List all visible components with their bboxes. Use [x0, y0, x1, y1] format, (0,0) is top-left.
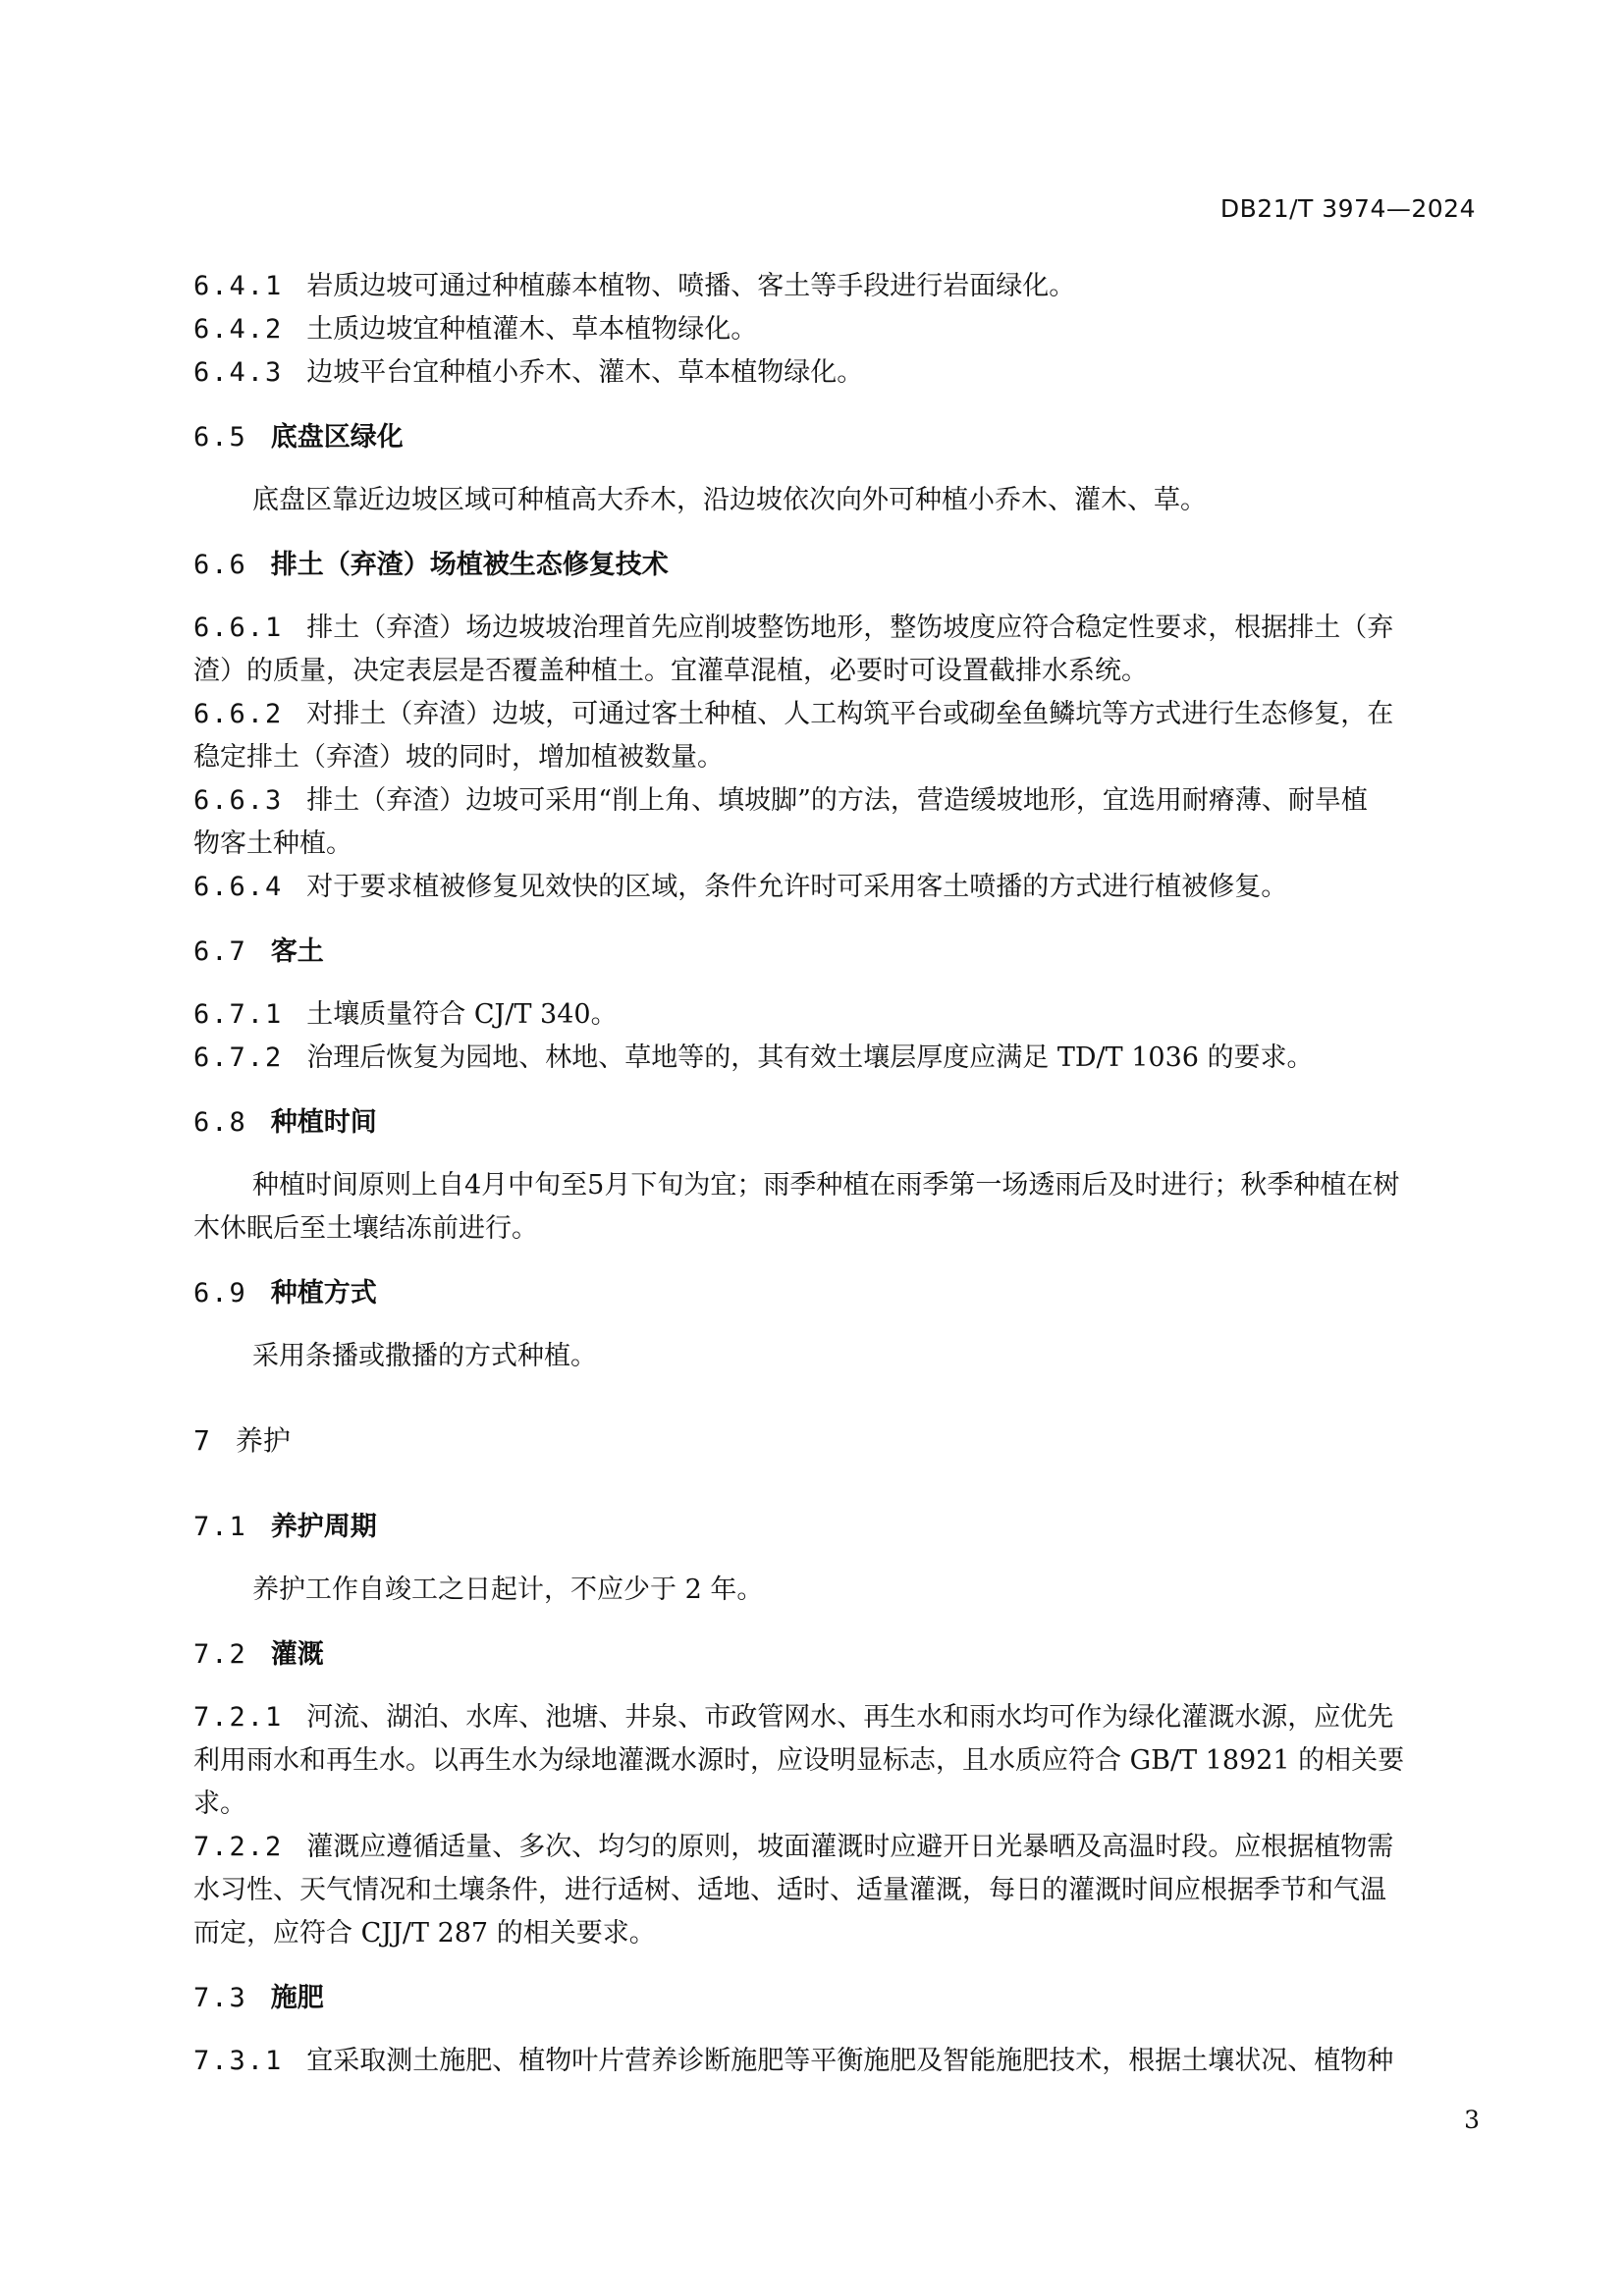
clause-6-7-1: [193, 993, 1480, 1037]
clause-6-4-3: [193, 351, 1480, 395]
paragraph-6-8: 种植时间原则上自4月中旬至5月下旬为宜；雨季种植在雨季第一场透雨后及时进行；秋季种植在树: [252, 1170, 1400, 1201]
clause-6-4-1: [193, 265, 1480, 308]
clause-text: 宜采取测土施肥、植物叶片营养诊断施肥等平衡施肥及智能施肥技术，根据土壤状况、植物种: [306, 2046, 1394, 2076]
section-heading-6-5: [193, 416, 1480, 459]
clause-text: 边坡平台宜种植小乔木、灌木、草本植物绿化。: [306, 357, 864, 388]
section-title: 灌溉: [270, 1639, 324, 1670]
clause-text: 治理后恢复为园地、林地、草地等的，其有效土壤层厚度应满足 TD/T 1036 的要求。: [306, 1042, 1314, 1073]
clause-6-6-1: [193, 607, 1480, 650]
section-title: 种植方式: [270, 1278, 377, 1308]
clause-text: 灌溉应遵循适量、多次、均匀的原则，坡面灌溉时应避开日光暴晒及高温时段。应根据植物需: [306, 1832, 1394, 1862]
clause-number: 6.7.2: [193, 1042, 284, 1073]
section-number: 6.9: [193, 1278, 247, 1308]
clause-number: 6.6.3: [193, 785, 284, 816]
section-number: 7.3: [193, 1983, 247, 2013]
clause-6-6-3-cont: 物客土种植。: [193, 828, 352, 859]
section-heading-6-6: [193, 544, 1480, 587]
page-number: 3: [1464, 2106, 1480, 2134]
clause-text: 土质边坡宜种植灌木、草本植物绿化。: [306, 314, 758, 345]
paragraph-6-5: 底盘区靠近边坡区域可种植高大乔木，沿边坡依次向外可种植小乔木、灌木、草。: [252, 485, 1207, 515]
section-number: 6.5: [193, 422, 247, 453]
section-number: 6.8: [193, 1107, 247, 1138]
clause-6-7-2: [193, 1037, 1480, 1080]
paragraph-7-1: 养护工作自竣工之日起计，不应少于 2 年。: [252, 1575, 764, 1605]
section-title: 底盘区绿化: [270, 422, 404, 453]
clause-number: 7.2.2: [193, 1832, 284, 1862]
clause-number: 7.2.1: [193, 1702, 284, 1733]
paragraph-6-8-cont: 木休眠后至土壤结冻前进行。: [193, 1213, 538, 1244]
section-heading-7-3: [193, 1977, 1480, 2020]
clause-7-2-1: [193, 1696, 1480, 1739]
section-number: 6.7: [193, 936, 247, 967]
clause-7-2-2-cont2: 而定，应符合 CJJ/T 287 的相关要求。: [193, 1918, 656, 1949]
clause-7-2-2-cont: 水习性、天气情况和土壤条件，进行适树、适地、适时、适量灌溉，每日的灌溉时间应根据季节和气温: [193, 1875, 1386, 1905]
section-heading-6-8: [193, 1101, 1480, 1145]
chapter-number: 7: [193, 1424, 212, 1457]
clause-6-6-2-cont: 稳定排土（弃渣）坡的同时，增加植被数量。: [193, 742, 724, 773]
clause-number: 6.6.1: [193, 613, 284, 643]
clause-number: 6.7.1: [193, 999, 284, 1030]
section-title: 养护周期: [270, 1512, 377, 1542]
chapter-title: 养护: [235, 1424, 291, 1457]
section-heading-7-2: [193, 1633, 1480, 1677]
section-title: 排土（弃渣）场植被生态修复技术: [270, 550, 669, 580]
section-number: 6.6: [193, 550, 247, 580]
paragraph-6-9: 采用条播或撒播的方式种植。: [252, 1341, 597, 1371]
clause-number: 7.3.1: [193, 2046, 284, 2076]
section-number: 7.1: [193, 1512, 247, 1542]
clause-text: 土壤质量符合 CJ/T 340。: [306, 999, 618, 1030]
document-code: DB21/T 3974—2024: [1219, 194, 1476, 223]
section-title: 客土: [270, 936, 324, 967]
clause-text: 河流、湖泊、水库、池塘、井泉、市政管网水、再生水和雨水均可作为绿化灌溉水源，应优先: [306, 1702, 1394, 1733]
clause-7-2-1-cont: 利用雨水和再生水。以再生水为绿地灌溉水源时，应设明显标志，且水质应符合 GB/T 18921 的相关要: [193, 1745, 1405, 1776]
section-heading-7-1: [193, 1506, 1480, 1549]
clause-text: 岩质边坡可通过种植藤本植物、喷播、客土等手段进行岩面绿化。: [306, 271, 1076, 301]
clause-6-6-3: [193, 779, 1480, 823]
clause-number: 6.4.3: [193, 357, 284, 388]
clause-7-2-1-cont2: 求。: [193, 1789, 246, 1819]
clause-6-4-2: [193, 308, 1480, 351]
clause-6-6-2: [193, 693, 1480, 736]
clause-7-2-2: [193, 1826, 1480, 1869]
section-title: 施肥: [270, 1983, 324, 2013]
clause-6-6-1-cont: 渣）的质量，决定表层是否覆盖种植土。宜灌草混植，必要时可设置截排水系统。: [193, 656, 1148, 686]
clause-number: 6.6.4: [193, 872, 284, 902]
clause-text: 对排土（弃渣）边坡，可通过客土种植、人工构筑平台或砌垒鱼鳞坑等方式进行生态修复，在: [306, 699, 1394, 729]
section-heading-6-7: [193, 931, 1480, 974]
clause-7-3-1: [193, 2040, 1480, 2083]
section-number: 7.2: [193, 1639, 247, 1670]
section-title: 种植时间: [270, 1107, 377, 1138]
section-heading-6-9: [193, 1272, 1480, 1315]
clause-text: 排土（弃渣）边坡可采用“削上角、填坡脚”的方法，营造缓坡地形，宜选用耐瘠薄、耐旱植: [306, 785, 1368, 816]
clause-text: 对于要求植被修复见效快的区域，条件允许时可采用客土喷播的方式进行植被修复。: [306, 872, 1288, 902]
clause-number: 6.4.1: [193, 271, 284, 301]
clause-number: 6.4.2: [193, 314, 284, 345]
clause-number: 6.6.2: [193, 699, 284, 729]
clause-text: 排土（弃渣）场边坡坡治理首先应削坡整饬地形，整饬坡度应符合稳定性要求，根据排土（弃: [306, 613, 1394, 643]
chapter-heading-7: [193, 1419, 1480, 1463]
clause-6-6-4: [193, 866, 1480, 909]
